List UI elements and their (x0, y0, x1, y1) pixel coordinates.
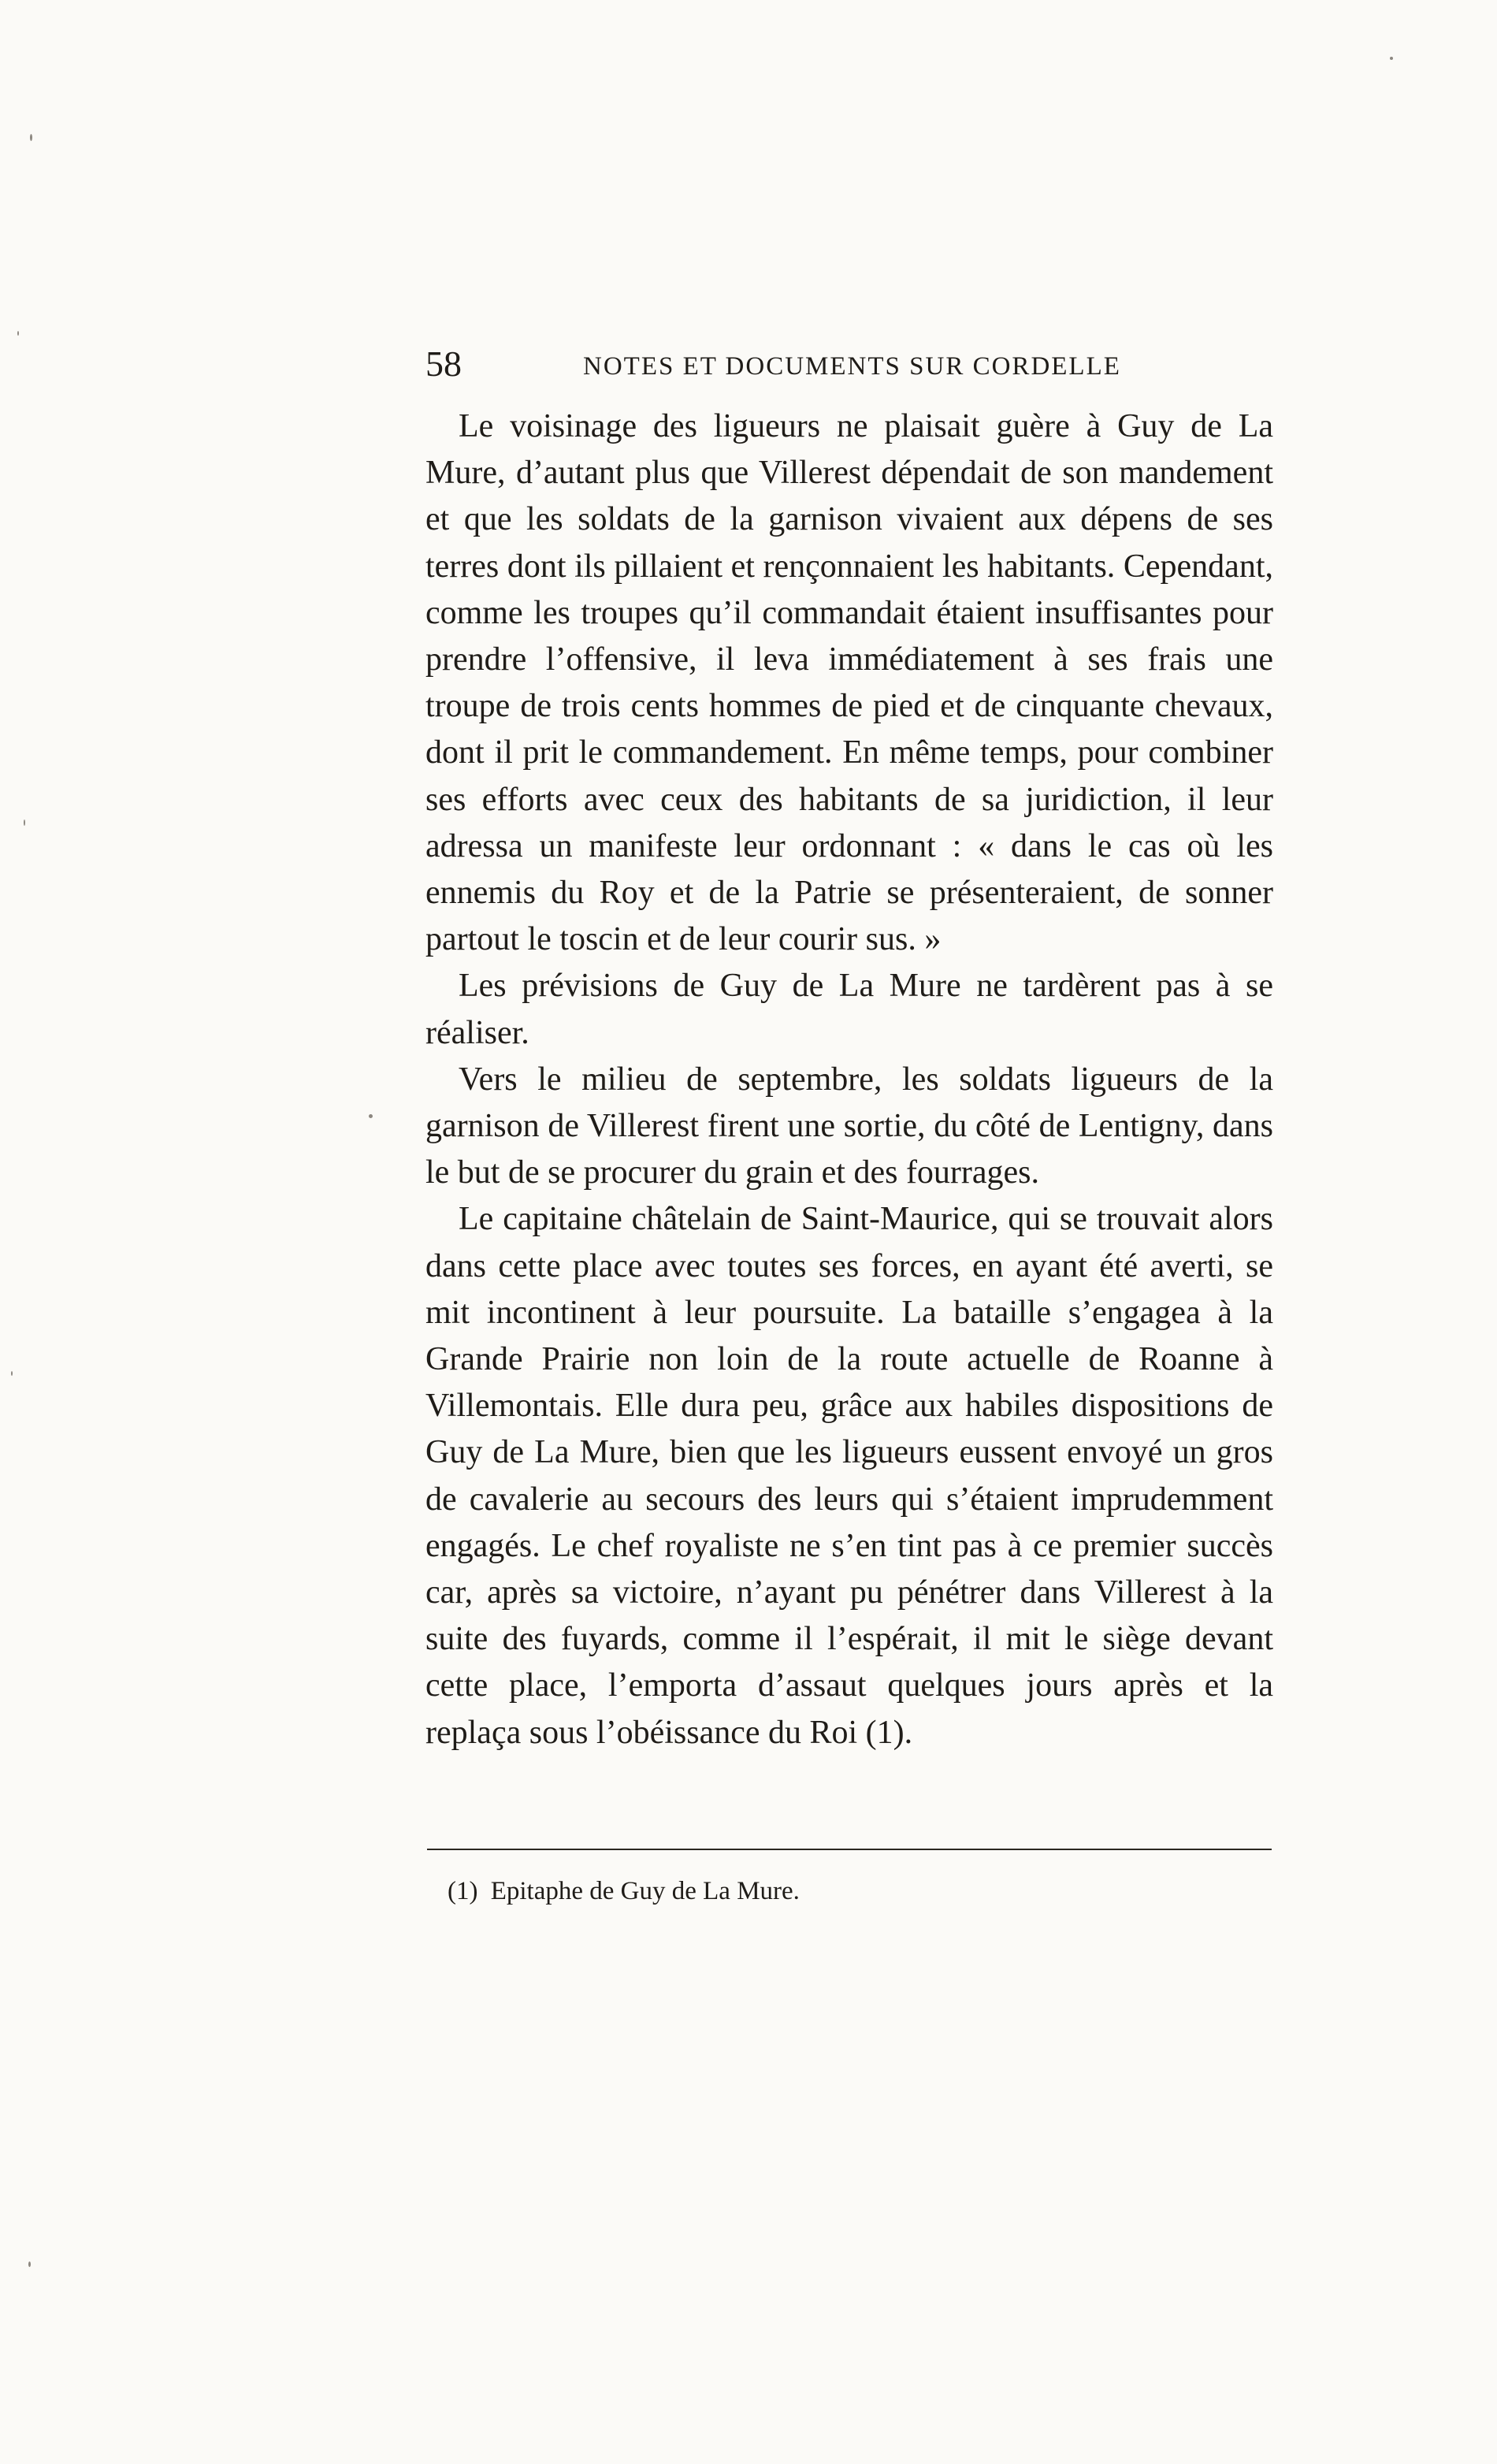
paragraph: Vers le milieu de septembre, les soldats ligueurs de la garnison de Villerest firent une sortie, du côté de Lentigny, dans le but de se procurer du grain et des fourrages. (425, 1061, 1273, 1191)
scan-speck (28, 2261, 31, 2267)
scan-speck (369, 1114, 373, 1118)
scan-speck (17, 331, 19, 336)
scan-speck (30, 134, 32, 141)
scan-speck (24, 819, 25, 826)
paragraph: Le voisinage des ligueurs ne plaisait guère à Guy de La Mure, d’autant plus que Villerest dépendait de son mandement et que les soldats de la garnison vivaient aux dépens de ses terres dont ils pillaient et rençonnaient les habitants. Cependant, comme les troupes qu’il commandait étaient insuffisantes pour prendre l’offensive, il leva immédiatement à ses frais une troupe de trois cents hommes de pied et de cinquante chevaux, dont il prit le commandement. En même temps, pour combiner ses efforts avec ceux des habitants de sa juridiction, il leur adressa un manifeste leur ordonnant : « dans le cas où les ennemis du Roy et de la Patrie se présenteraient, de sonner partout le toscin et de leur courir sus. » (425, 408, 1273, 958)
scan-speck (11, 1371, 13, 1376)
paragraph: Les prévisions de Guy de La Mure ne tardèrent pas à se réaliser. (425, 968, 1273, 1051)
footnote-text: Epitaphe de Guy de La Mure. (490, 1877, 800, 1905)
footnote (448, 1875, 800, 1907)
running-title: NOTES ET DOCUMENTS SUR CORDELLE (583, 352, 1121, 381)
page-header (425, 340, 1276, 388)
scan-speck (1390, 57, 1393, 60)
body-text (425, 403, 1273, 1756)
page-number: 58 (425, 344, 462, 384)
paragraph: Le capitaine châtelain de Saint-Maurice, qui se trouvait alors dans cette place avec toutes ses forces, en ayant été averti, se mit incontinent à leur poursuite. La bataille s’engagea à la Grande Prairie non loin de la route actuelle de Roanne à Villemontais. Elle dura peu, grâce aux habiles dispositions de Guy de La Mure, bien que les ligueurs eussent envoyé un gros de cavalerie au secours des leurs qui s’étaient imprudemment engagés. Le chef royaliste ne s’en tint pas à ce premier succès car, après sa victoire, n’ayant pu pénétrer dans Villerest à la suite des fuyards, comme il l’espérait, il mit le siège devant cette place, l’emporta d’assaut quelques jours après et la replaça sous l’obéissance du Roi (1). (425, 1201, 1273, 1751)
footnote-divider (427, 1849, 1272, 1850)
footnote-marker: (1) (448, 1877, 478, 1905)
